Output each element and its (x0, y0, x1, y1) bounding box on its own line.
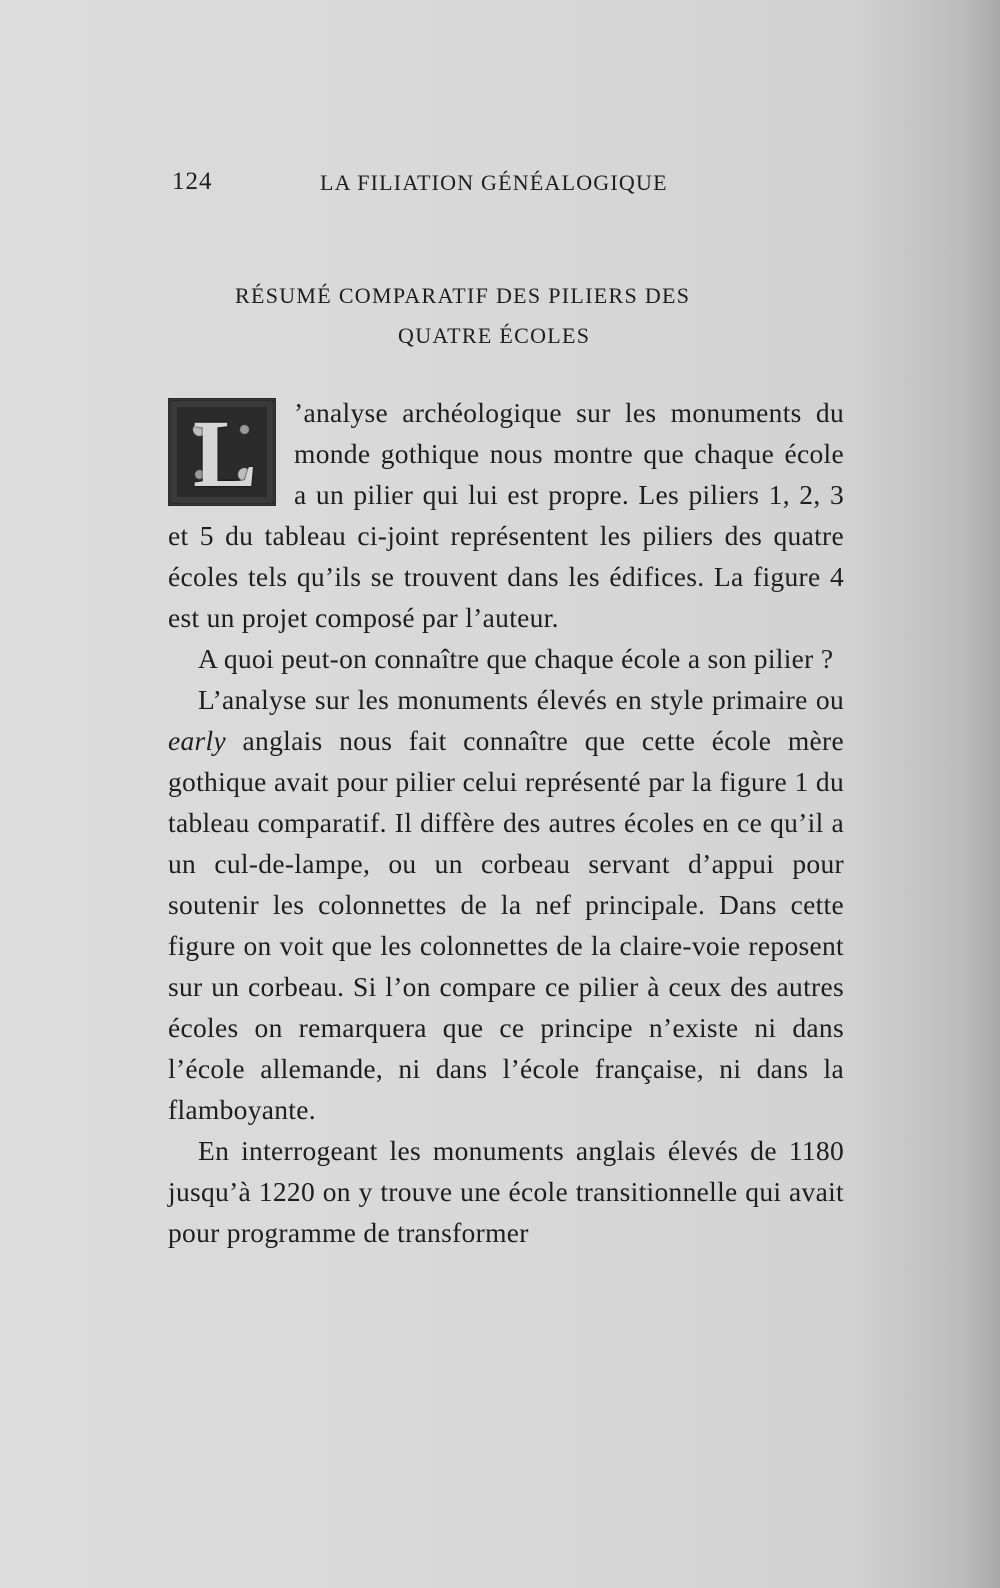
running-head (172, 168, 840, 208)
section-title (172, 276, 840, 356)
paragraph-3 (168, 679, 844, 1130)
paragraph-3-italic: early (168, 725, 227, 756)
section-title-line-1: RÉSUMÉ COMPARATIF DES PILIERS DES (235, 283, 691, 308)
section-title-line-2: QUATRE ÉCOLES (398, 323, 591, 348)
ornamental-dropcap-icon (168, 398, 276, 506)
paragraph-2: A quoi peut-on connaître que chaque école a son pilier ? (198, 643, 834, 674)
page-number: 124 (172, 168, 213, 195)
paragraph-3-text-b: anglais nous fait connaître que cette école mère gothique avait pour pilier celui représenté par la figure 1 du tableau comparatif. Il diffère des autres écoles en ce qu’il a un cul-de-lampe, ou un corbeau servant d’appui pour soutenir les colonnettes de la nef principale. Dans cette figure on voit que les colonnettes de la claire-voie reposent sur un corbeau. Si l’on compare ce pilier à ceux des autres écoles on remarquera que ce principe n’existe ni dans l’école allemande, ni dans l’école française, ni dans la flamboyante. (168, 725, 844, 1125)
dropcap-letter: L (193, 400, 258, 507)
paragraph-1-text: ’analyse archéologique sur les monuments du monde gothique nous montre que chaque école a un pilier qui lui est propre. Les piliers 1, 2, 3 et 5 du tableau ci-joint représentent les piliers des quatre écoles tels qu’ils se trouvent dans les édifices. La figure 4 est un projet composé par l’auteur. (168, 397, 844, 633)
body-text (168, 392, 844, 1253)
paragraph-4: En interrogeant les monuments anglais élevés de 1180 jusqu’à 1220 on y trouve une école transitionnelle qui avait pour programme de transformer (168, 1135, 844, 1248)
paragraph-1 (168, 392, 844, 638)
running-title: LA FILIATION GÉNÉALOGIQUE (320, 170, 668, 195)
paragraph-3-text-a: L’analyse sur les monuments élevés en style primaire ou (198, 684, 844, 715)
